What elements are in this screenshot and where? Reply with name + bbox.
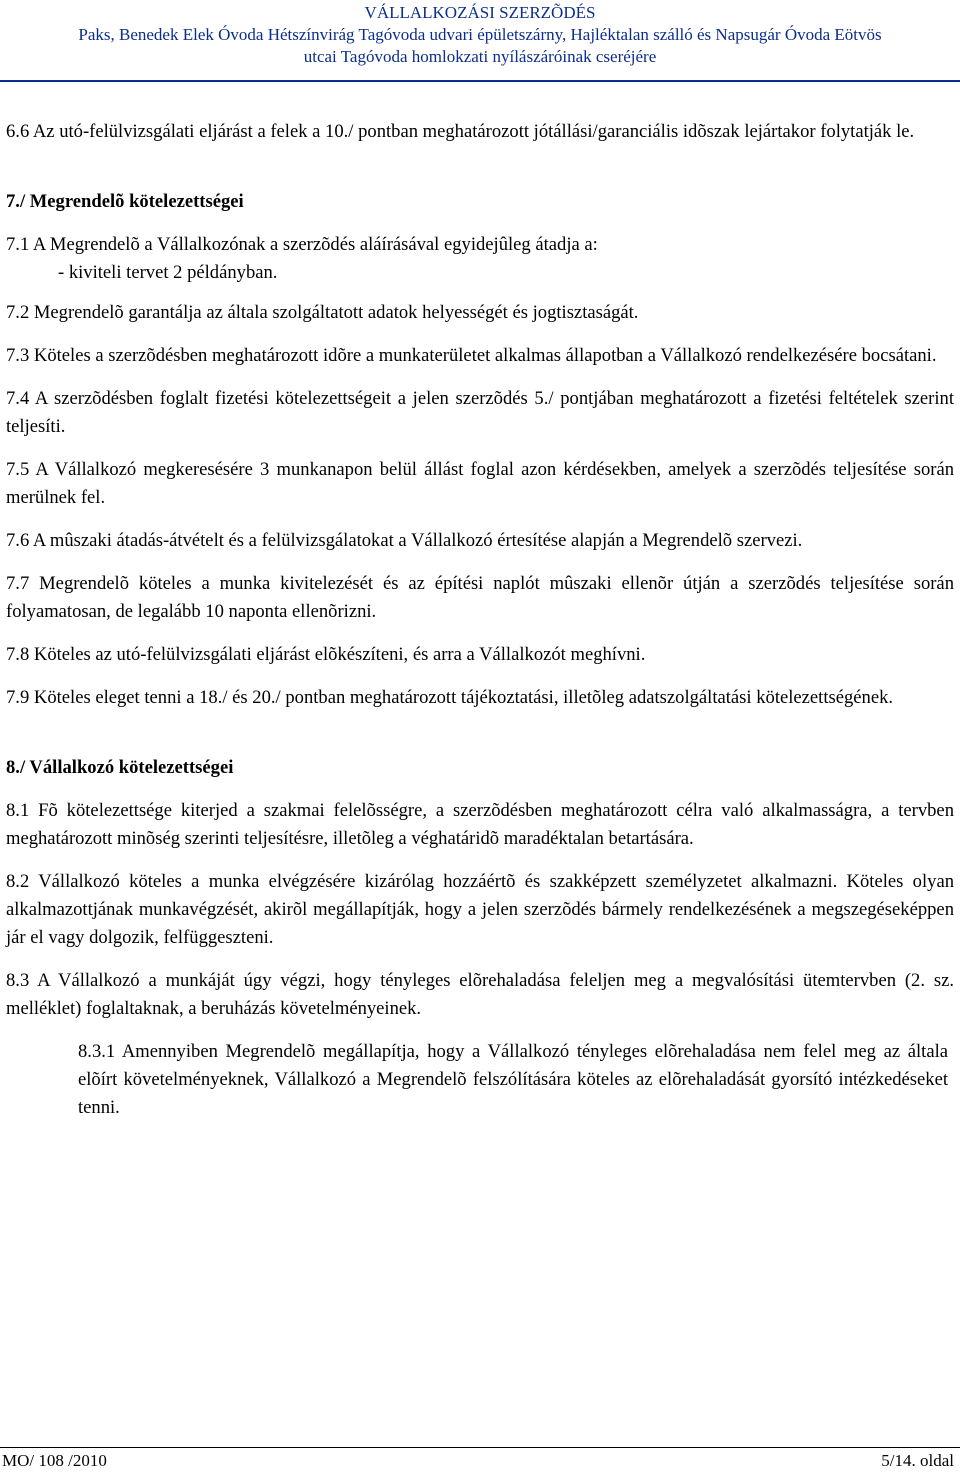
header-title: VÁLLALKOZÁSI SZERZÕDÉS — [364, 3, 596, 22]
header-divider — [0, 80, 960, 82]
paragraph-6-6: 6.6 Az utó-felülvizsgálati eljárást a felek a 10./ pontban meghatározott jótállási/garanciális idõszak lejártakor folytatják le. — [6, 121, 915, 142]
section-heading-7: 7./ Megrendelõ kötelezettségei — [6, 191, 244, 212]
header-subtitle-line-2: utcai Tagóvoda homlokzati nyílászáróinak cseréjére — [303, 47, 657, 66]
document-body — [6, 118, 954, 1137]
paragraph-7-2: 7.2 Megrendelõ garantálja az általa szolgáltatott adatok helyességét és jogtisztaságát. — [6, 302, 639, 323]
footer-divider — [0, 1447, 960, 1448]
page-number: 5/14. oldal — [881, 1451, 954, 1470]
paragraph-8-1: 8.1 Fõ kötelezettsége kiterjed a szakmai felelõsségre, a szerzõdésben meghatározott célra való alkalmasságra, a tervben meghatározott minõség szerinti teljesítésre, illetõleg a véghatáridõ maradéktalan betartására. — [6, 800, 954, 849]
paragraph-8-3-1: 8.3.1 Amennyiben Megrendelõ megállapítja, hogy a Vállalkozó tényleges elõrehaladása nem felel meg az általa elõírt követelményeknek, Vállalkozó a Megrendelõ felszólítására köteles az elõrehaladását gyorsító intézkedéseket tenni. — [78, 1041, 948, 1118]
paragraph-7-1: 7.1 A Megrendelõ a Vállalkozónak a szerzõdés aláírásával egyidejûleg átadja a: — [6, 234, 598, 255]
paragraph-7-4: 7.4 A szerzõdésben foglalt fizetési kötelezettségeit a jelen szerzõdés 5./ pontjában meghatározott a fizetési feltételek szerint teljesíti. — [6, 388, 954, 437]
header-subtitle-line-1: Paks, Benedek Elek Óvoda Hétszínvirág Tagóvoda udvari épületszárny, Hajléktalan szálló és Napsugár Óvoda Eötvös — [78, 25, 882, 44]
paragraph-7-7: 7.7 Megrendelõ köteles a munka kivitelezését és az építési naplót mûszaki ellenõr útján a szerzõdés teljesítése során folyamatosan, de legalább 10 naponta ellenõrizni. — [6, 573, 954, 622]
paragraph-7-6: 7.6 A mûszaki átadás-átvételt és a felülvizsgálatokat a Vállalkozó értesítése alapján a Megrendelõ szervezi. — [6, 530, 803, 551]
paragraph-8-2: 8.2 Vállalkozó köteles a munka elvégzésére kizárólag hozzáértõ és szakképzett személyzetet alkalmazni. Köteles olyan alkalmazottjának munkavégzését, akirõl megállapítják, hogy a jelen szerzõdés bármely rendelkezésének a megszegéseképpen jár el vagy dolgozik, felfüggeszteni. — [6, 871, 954, 948]
paragraph-7-3: 7.3 Köteles a szerzõdésben meghatározott idõre a munkaterületet alkalmas állapotban a Vállalkozó rendelkezésére bocsátani. — [6, 345, 937, 366]
paragraph-8-3: 8.3 A Vállalkozó a munkáját úgy végzi, hogy tényleges elõrehaladása feleljen meg a megvalósítási ütemtervben (2. sz. melléklet) foglaltaknak, a beruházás követelményeinek. — [6, 970, 954, 1019]
paragraph-7-1-item: - kiviteli tervet 2 példányban. — [58, 262, 278, 283]
paragraph-7-5: 7.5 A Vállalkozó megkeresésére 3 munkanapon belül állást foglal azon kérdésekben, amelyek a szerzõdés teljesítése során merülnek fel. — [6, 459, 954, 508]
section-heading-8: 8./ Vállalkozó kötelezettségei — [6, 757, 234, 778]
document-reference: MO/ 108 /2010 — [2, 1451, 107, 1470]
page-header — [0, 2, 960, 68]
paragraph-7-8: 7.8 Köteles az utó-felülvizsgálati eljárást elõkészíteni, és arra a Vállalkozót meghívni. — [6, 644, 646, 665]
paragraph-7-9: 7.9 Köteles eleget tenni a 18./ és 20./ pontban meghatározott tájékoztatási, illetõleg adatszolgáltatási kötelezettségének. — [6, 687, 894, 708]
